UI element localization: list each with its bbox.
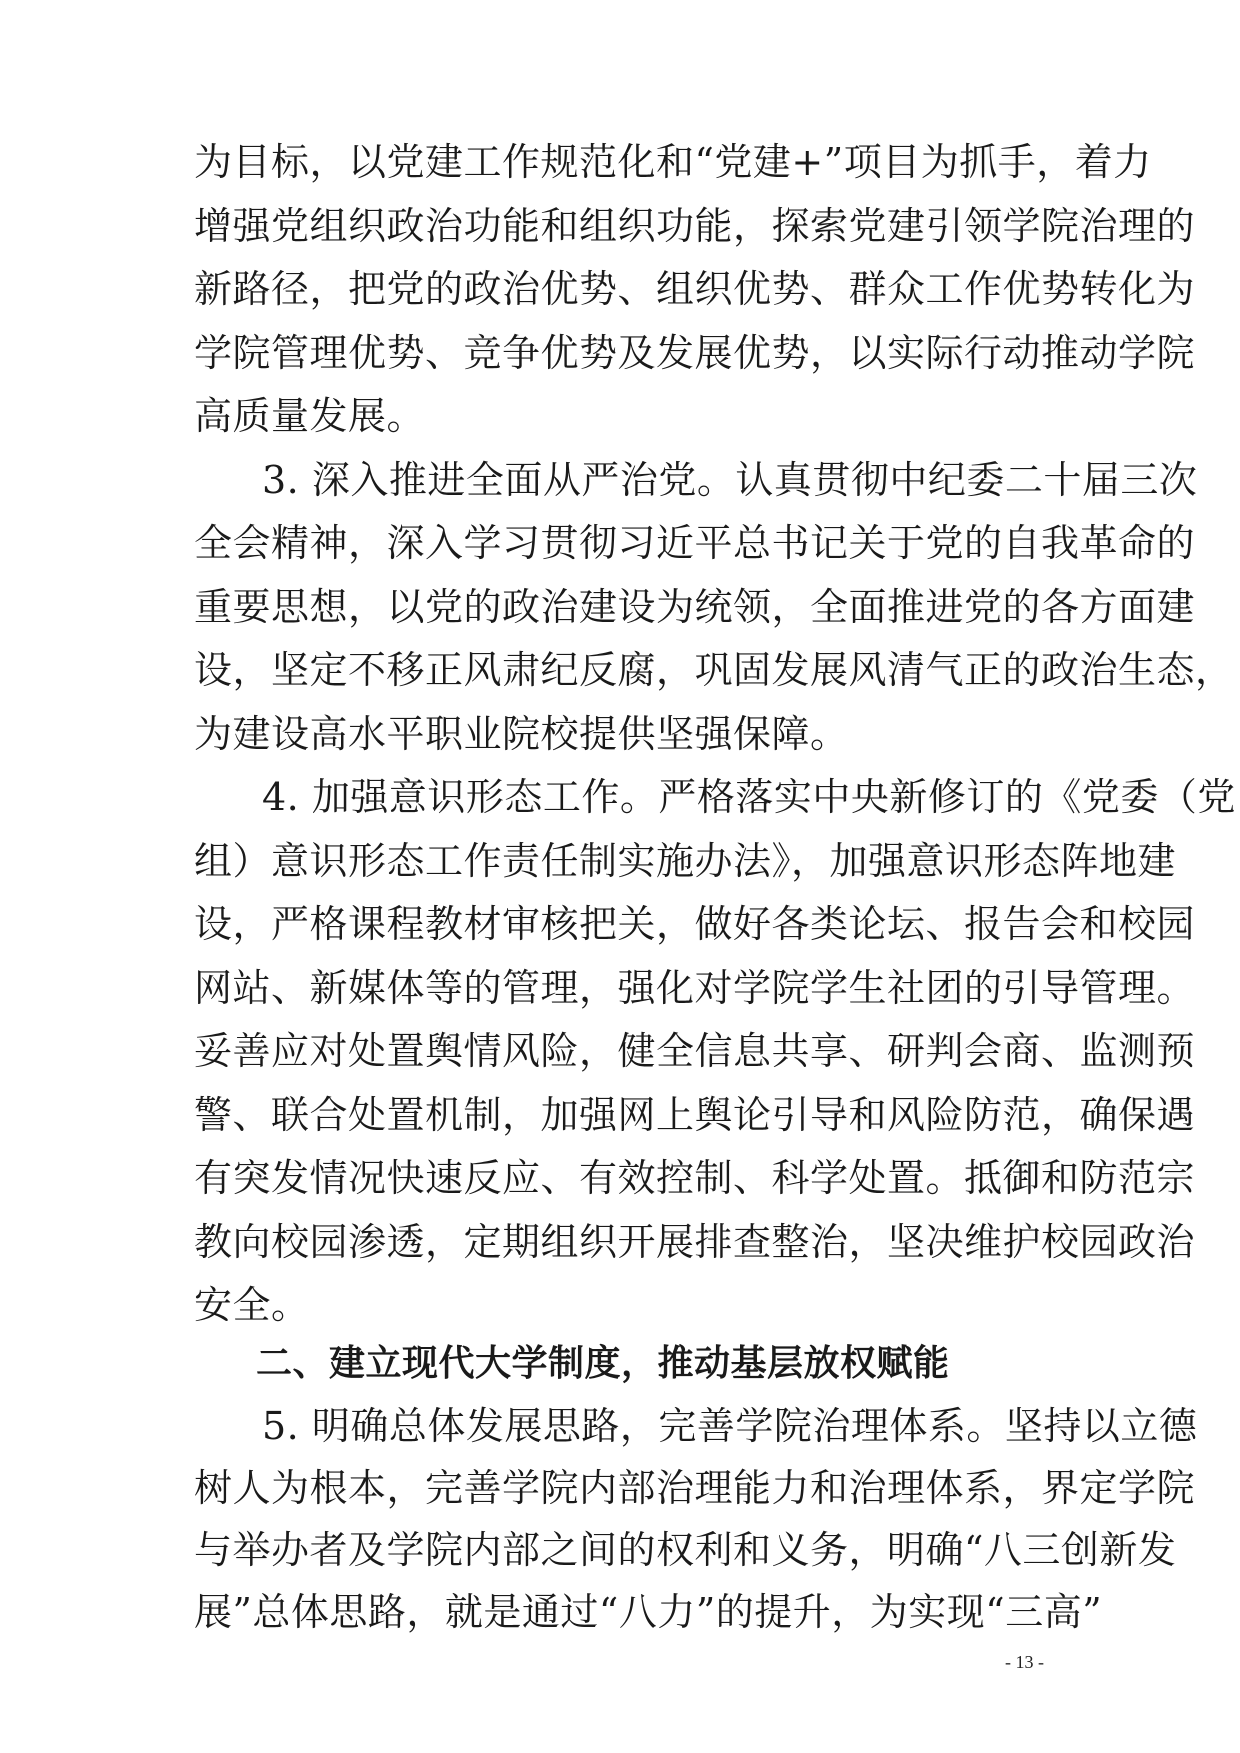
body-text-line: 树人为根本，完善学院内部治理能力和治理体系，界定学院 [194,1466,1196,1510]
body-text-line: 设，严格课程教材审核把关，做好各类论坛、报告会和校园 [194,902,1196,946]
body-text-line: 为目标，以党建工作规范化和“党建+”项目为抓手，着力 [194,140,1152,184]
section-3-heading-line: 3. 深入推进全面从严治党。认真贯彻中纪委二十届三次 [262,457,1198,502]
body-text-line: 学院管理优势、竞争优势及发展优势，以实际行动推动学院 [194,330,1196,375]
body-text-line: 高质量发展。 [194,394,426,438]
body-text-line: 重要思想，以党的政治建设为统领，全面推进党的各方面建 [194,584,1196,629]
body-text-line: 有突发情况快速反应、有效控制、科学处置。抵御和防范宗 [194,1156,1196,1200]
chapter-heading: 二、建立现代大学制度，推动基层放权赋能 [256,1343,950,1384]
body-text-line: 展”总体思路，就是通过“八力”的提升，为实现“三高” [194,1590,1103,1634]
body-text-line: 安全。 [194,1283,310,1327]
body-text-line: 教向校园渗透，定期组织开展排查整治，坚决维护校园政治 [194,1219,1196,1264]
body-text-line: 警、联合处置机制，加强网上舆论引导和风险防范，确保遇 [194,1092,1196,1137]
page-number: - 13 - [1005,1652,1044,1672]
body-text-line: 妥善应对处置舆情风险，健全信息共享、研判会商、监测预 [194,1029,1196,1073]
body-text-line: 网站、新媒体等的管理，强化对学院学生社团的引导管理。 [194,965,1196,1010]
body-text-line: 设，坚定不移正风肃纪反腐，巩固发展风清气正的政治生态， [194,648,1234,692]
section-5-heading-line: 5. 明确总体发展思路，完善学院治理体系。坚持以立德 [262,1404,1198,1448]
body-text-line: 全会精神，深入学习贯彻习近平总书记关于党的自我革命的 [194,521,1196,565]
body-text-line: 增强党组织政治功能和组织功能，探索党建引领学院治理的 [194,203,1196,248]
body-text-line: 为建设高水平职业院校提供坚强保障。 [194,711,849,756]
body-text-line: 新路径，把党的政治优势、组织优势、群众工作优势转化为 [194,267,1196,311]
body-text-line: 组）意识形态工作责任制实施办法》，加强意识形态阵地建 [194,838,1177,883]
body-text-line: 与举办者及学院内部之间的权利和义务，明确“八三创新发 [194,1528,1177,1572]
section-4-heading-line: 4. 加强意识形态工作。严格落实中央新修订的《党委（党 [262,775,1236,819]
